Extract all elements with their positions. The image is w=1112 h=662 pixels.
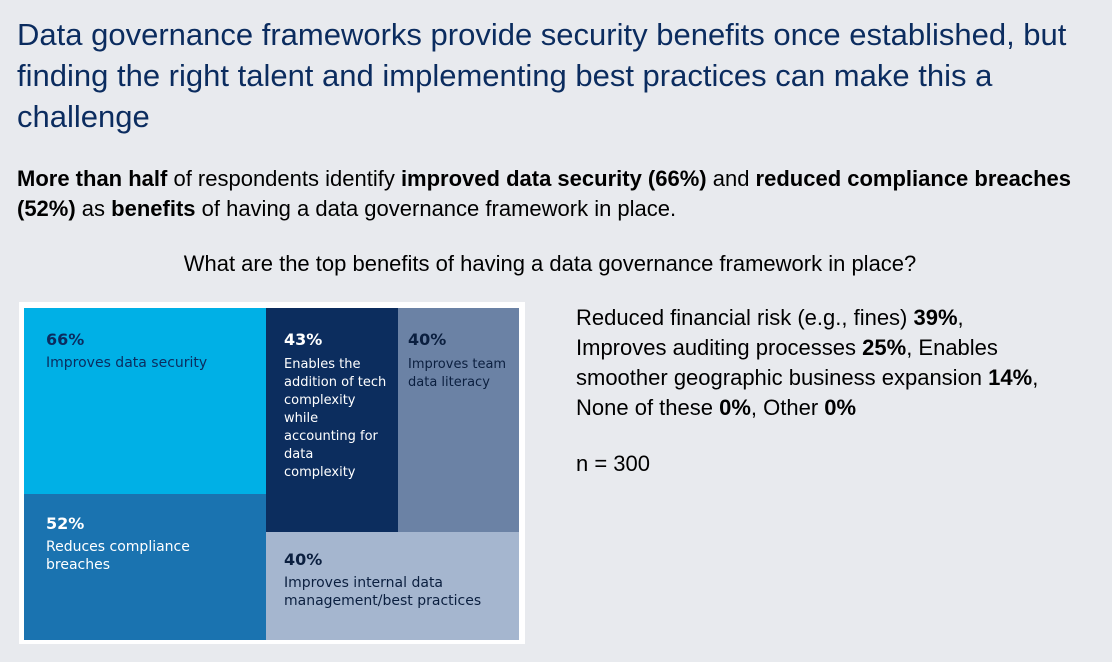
- page-title: Data governance frameworks provide security benefits once established, but finding the right talent and implementing best practices can make this a challenge: [17, 17, 1067, 134]
- other-responses-note: [576, 303, 1096, 423]
- tile-category-label: Reduces compliance breaches: [46, 539, 190, 573]
- note-value-1: 39%: [913, 305, 958, 330]
- treemap-chart: [19, 302, 525, 644]
- note-sep-3: ,: [1032, 365, 1039, 390]
- note-label-2: Improves auditing processes: [576, 335, 863, 360]
- note-label-4: None of these: [576, 395, 720, 420]
- tile-value-label: 66%: [46, 330, 85, 349]
- tile-category-label: Improves team data literacy: [408, 357, 507, 390]
- summary-text-3: as: [75, 196, 112, 221]
- summary-bold-4: benefits: [111, 196, 196, 221]
- note-value-4: 0%: [719, 395, 751, 420]
- tile-tech-complexity: [266, 308, 398, 532]
- key-finding-summary: [17, 164, 1097, 224]
- tile-team-data-literacy: [398, 308, 519, 532]
- note-value-2: 25%: [862, 335, 907, 360]
- note-sep-1: ,: [957, 305, 964, 330]
- survey-question: What are the top benefits of having a data governance framework in place?: [183, 251, 917, 276]
- note-sep-2: , Enables: [906, 335, 998, 360]
- tile-value-label: 40%: [284, 550, 323, 569]
- tile-value-label: 52%: [46, 514, 85, 533]
- note-sep-4: , Other: [750, 395, 825, 420]
- tile-improves-data-security: [24, 308, 266, 494]
- tile-value-label: 43%: [284, 330, 323, 349]
- note-value-3: 14%: [988, 365, 1033, 390]
- tile-category-label: Improves data security: [46, 355, 208, 371]
- summary-text-4: of having a data governance framework in place.: [195, 196, 677, 221]
- tile-category-label: Enables the addition of tech complexity while accounting for data complexity: [284, 357, 387, 480]
- summary-bold-2: improved data security (66%): [400, 166, 707, 191]
- summary-text-2: and: [706, 166, 756, 191]
- tile-category-label: Improves internal data management/best practices: [284, 575, 482, 609]
- summary-bold-3: reduced compliance breaches (52%): [17, 166, 1072, 221]
- tile-value-label: 40%: [408, 330, 447, 349]
- sample-size: n = 300: [576, 451, 651, 476]
- note-label-1: Reduced financial risk (e.g., fines): [576, 305, 914, 330]
- summary-text-1: of respondents identify: [167, 166, 401, 191]
- note-label-3: smoother geographic business expansion: [576, 365, 989, 390]
- note-value-5: 0%: [824, 395, 857, 420]
- tile-internal-data-management: [266, 532, 519, 640]
- tile-reduces-compliance-breaches: [24, 494, 266, 640]
- summary-bold-1: More than half: [17, 166, 168, 191]
